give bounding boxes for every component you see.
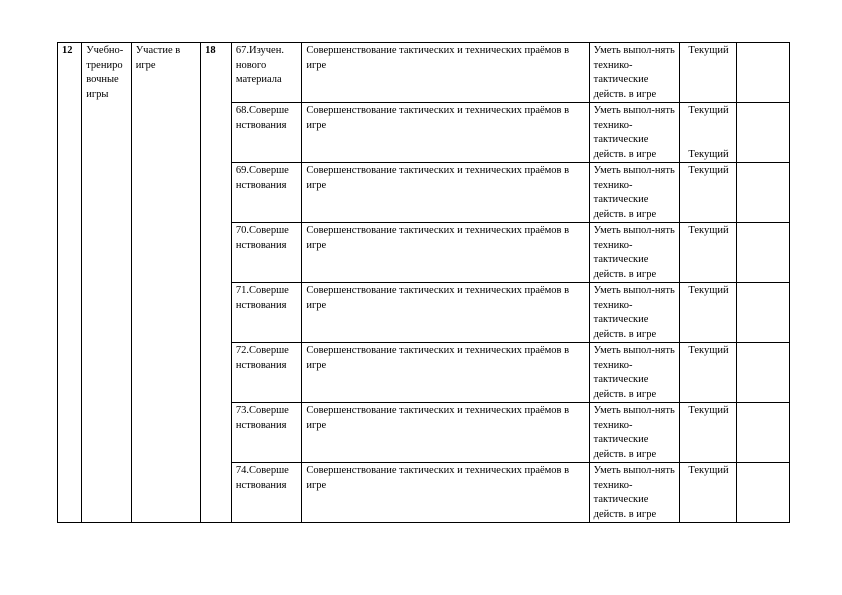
note-cell xyxy=(737,283,790,343)
control-label: Текущий xyxy=(688,105,729,116)
section-number: 12 xyxy=(58,43,82,523)
lesson-cell: 70.Соверше нствования xyxy=(231,223,301,283)
content-cell: Совершенствование тактических и технических праёмов в игре xyxy=(302,103,589,163)
requirement-cell: Уметь выпол-нять технико-тактические действ. в игре xyxy=(589,283,679,343)
section-topic: Участие в игре xyxy=(131,43,200,523)
lesson-plan-table xyxy=(57,42,790,523)
requirement-cell: Уметь выпол-нять технико-тактические действ. в игре xyxy=(589,43,679,103)
control-cell xyxy=(679,403,736,463)
control-label: Текущий xyxy=(688,165,729,176)
control-cell xyxy=(679,223,736,283)
control-extra-label: Текущий xyxy=(688,148,729,160)
control-cell xyxy=(679,343,736,403)
content-cell: Совершенствование тактических и технических праёмов в игре xyxy=(302,403,589,463)
lesson-cell: 74.Соверше нствования xyxy=(231,463,301,523)
requirement-cell: Уметь выпол-нять технико-тактические действ. в игре xyxy=(589,343,679,403)
content-cell: Совершенствование тактических и технических праёмов в игре xyxy=(302,43,589,103)
requirement-cell: Уметь выпол-нять технико-тактические действ. в игре xyxy=(589,463,679,523)
note-cell xyxy=(737,463,790,523)
note-cell xyxy=(737,223,790,283)
control-cell xyxy=(679,103,736,163)
control-label: Текущий xyxy=(688,285,729,296)
control-label: Текущий xyxy=(688,345,729,356)
note-cell xyxy=(737,403,790,463)
lesson-cell: 71.Соверше нствования xyxy=(231,283,301,343)
note-cell xyxy=(737,343,790,403)
note-cell xyxy=(737,163,790,223)
lesson-cell: 67.Изучен. нового материала xyxy=(231,43,301,103)
requirement-cell: Уметь выпол-нять технико-тактические действ. в игре xyxy=(589,163,679,223)
table-row xyxy=(58,43,790,103)
content-cell: Совершенствование тактических и технических праёмов в игре xyxy=(302,223,589,283)
requirement-cell: Уметь выпол-нять технико-тактические действ. в игре xyxy=(589,223,679,283)
control-cell xyxy=(679,163,736,223)
content-cell: Совершенствование тактических и технических праёмов в игре xyxy=(302,343,589,403)
control-cell xyxy=(679,283,736,343)
content-cell: Совершенствование тактических и технических праёмов в игре xyxy=(302,283,589,343)
requirement-cell: Уметь выпол-нять технико-тактические действ. в игре xyxy=(589,403,679,463)
section-name: Учебно-трениро вочные игры xyxy=(82,43,132,523)
control-label: Текущий xyxy=(688,405,729,416)
control-cell xyxy=(679,43,736,103)
requirement-cell: Уметь выпол-нять технико-тактические действ. в игре xyxy=(589,103,679,163)
note-cell xyxy=(737,43,790,103)
section-hours: 18 xyxy=(201,43,232,523)
table-body xyxy=(58,43,790,523)
content-cell: Совершенствование тактических и технических праёмов в игре xyxy=(302,463,589,523)
lesson-cell: 72.Соверше нствования xyxy=(231,343,301,403)
control-cell xyxy=(679,463,736,523)
content-cell: Совершенствование тактических и технических праёмов в игре xyxy=(302,163,589,223)
note-cell xyxy=(737,103,790,163)
lesson-cell: 69.Соверше нствования xyxy=(231,163,301,223)
lesson-cell: 73.Соверше нствования xyxy=(231,403,301,463)
lesson-cell: 68.Соверше нствования xyxy=(231,103,301,163)
control-label: Текущий xyxy=(688,465,729,476)
control-label: Текущий xyxy=(688,45,729,56)
control-label: Текущий xyxy=(688,225,729,236)
